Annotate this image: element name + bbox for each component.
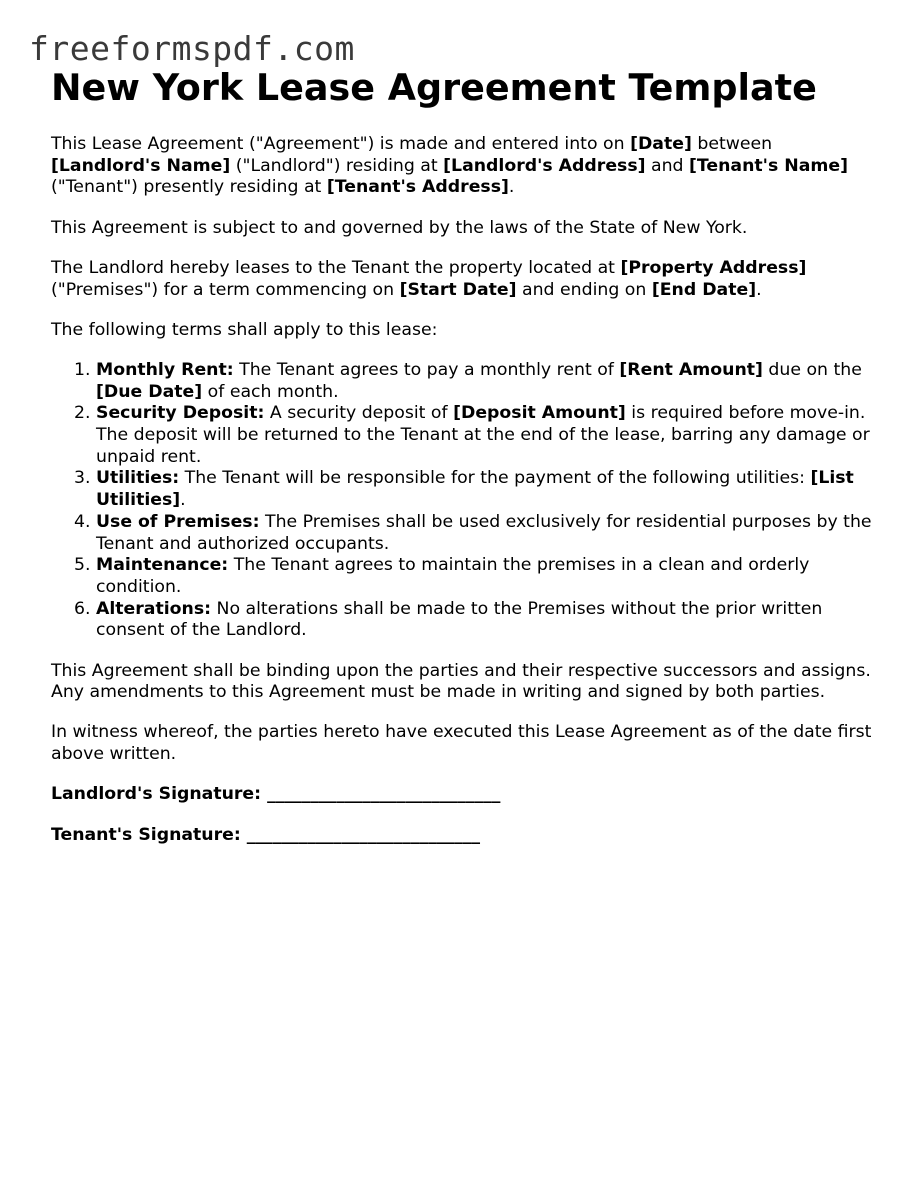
term-alterations: 6. Alterations: No alterations shall be made to the Premises without the prior written consent of the Landlord. [96,599,881,642]
term-maintenance: 5. Maintenance: The Tenant agrees to maintain the premises in a clean and orderly condition. [96,555,881,598]
witness-paragraph: In witness whereof, the parties hereto have executed this Lease Agreement as of the date first above written. [51,722,872,765]
governing-law-paragraph: This Agreement is subject to and governed by the laws of the State of New York. [51,217,748,238]
tenant-signature-line: Tenant's Signature: ___________________________ [51,824,481,845]
term-utilities: 3. Utilities: The Tenant will be responsible for the payment of the following utilities: [List Utilities]. [96,468,881,511]
premises-paragraph: The Landlord hereby leases to the Tenant the property located at [Property Address] ("Premises") for a term commencing on [Start Date] and ending on [End Date]. [51,257,807,300]
property-address-field: [Property Address] [620,257,807,278]
terms-intro: The following terms shall apply to this lease: [51,319,438,340]
start-date-field: [Start Date] [399,279,517,300]
landlord-address-field: [Landlord's Address] [443,155,646,176]
binding-paragraph: This Agreement shall be binding upon the parties and their respective successors and assigns. Any amendments to this Agreement must be made in writing and signed by both parties. [51,660,871,703]
landlord-name-field: [Landlord's Name] [51,155,231,176]
terms-list [51,360,881,642]
term-use-of-premises: 4. Use of Premises: The Premises shall be used exclusively for residential purposes by the Tenant and authorized occupants. [96,512,881,555]
intro-paragraph: This Lease Agreement ("Agreement") is made and entered into on [Date] between [Landlord's Name] ("Landlord") residing at [Landlord's Address] and [Tenant's Name] ("Tenant") presently residing at [Tenant's Address]. [51,134,848,198]
due-date-field: [Due Date] [96,381,203,402]
rent-amount-field: [Rent Amount] [619,359,763,380]
end-date-field: [End Date] [651,279,757,300]
list-utilities-field: [List Utilities] [96,468,854,511]
term-security-deposit: 2. Security Deposit: A security deposit of [Deposit Amount] is required before move-in. The deposit will be returned to the Tenant at the end of the lease, barring any damage or unpaid rent. [96,403,881,468]
term-monthly-rent: 1. Monthly Rent: The Tenant agrees to pay a monthly rent of [Rent Amount] due on the [Due Date] of each month. [96,360,881,403]
deposit-amount-field: [Deposit Amount] [453,403,626,424]
date-field: [Date] [630,134,692,154]
page-title: New York Lease Agreement Template [51,66,817,109]
agreement-body [51,134,881,865]
landlord-signature-line: Landlord's Signature: ___________________________ [51,784,501,805]
tenant-address-field: [Tenant's Address] [326,177,509,198]
tenant-name-field: [Tenant's Name] [689,155,848,176]
site-watermark: freeformspdf.com [29,29,355,68]
